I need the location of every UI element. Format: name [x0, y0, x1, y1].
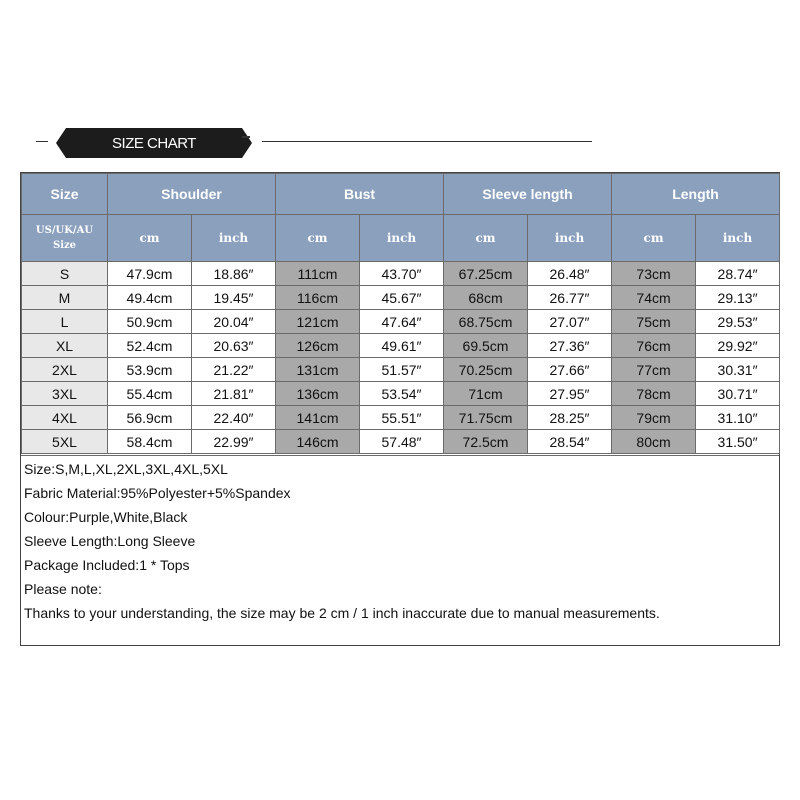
unit-inch: inch	[360, 215, 444, 262]
cell-length-in: 29.13″	[696, 286, 780, 310]
cell-shoulder-in: 19.45″	[192, 286, 276, 310]
cell-bust-in: 45.67″	[360, 286, 444, 310]
unit-cm: cm	[108, 215, 192, 262]
table-row	[22, 358, 780, 382]
region-size-label	[22, 215, 108, 262]
table-row	[22, 286, 780, 310]
cell-sleeve-in: 27.36″	[528, 334, 612, 358]
size-chart-title: SIZE CHART	[66, 128, 242, 158]
cell-bust-in: 55.51″	[360, 406, 444, 430]
cell-sleeve-in: 28.25″	[528, 406, 612, 430]
cell-bust-in: 57.48″	[360, 430, 444, 454]
unit-inch: inch	[696, 215, 780, 262]
cell-sleeve-in: 27.07″	[528, 310, 612, 334]
cell-shoulder-cm: 49.4cm	[108, 286, 192, 310]
cell-bust-cm: 146cm	[276, 430, 360, 454]
size-chart-frame	[20, 172, 780, 646]
title-underline	[262, 141, 592, 142]
cell-length-cm: 79cm	[612, 406, 696, 430]
region-label-line1: US/UK/AU	[35, 225, 94, 236]
cell-sleeve-in: 26.77″	[528, 286, 612, 310]
cell-length-cm: 73cm	[612, 262, 696, 286]
cell-sleeve-cm: 68.75cm	[444, 310, 528, 334]
table-row	[22, 406, 780, 430]
title-small-dash	[242, 136, 250, 138]
table-row	[22, 382, 780, 406]
title-left-dash	[36, 141, 48, 142]
cell-shoulder-in: 22.99″	[192, 430, 276, 454]
table-row	[22, 262, 780, 286]
cell-length-in: 29.53″	[696, 310, 780, 334]
cell-bust-in: 47.64″	[360, 310, 444, 334]
notes-separator	[21, 455, 779, 456]
unit-inch: inch	[528, 215, 612, 262]
cell-size: M	[22, 286, 108, 310]
cell-size: 5XL	[22, 430, 108, 454]
cell-length-cm: 78cm	[612, 382, 696, 406]
cell-sleeve-cm: 71.75cm	[444, 406, 528, 430]
unit-cm: cm	[612, 215, 696, 262]
cell-size: L	[22, 310, 108, 334]
note-line: Sleeve Length:Long Sleeve	[24, 533, 196, 549]
note-line: Please note:	[24, 581, 102, 597]
cell-sleeve-cm: 71cm	[444, 382, 528, 406]
table-row	[22, 334, 780, 358]
cell-sleeve-in: 26.48″	[528, 262, 612, 286]
cell-size: 4XL	[22, 406, 108, 430]
cell-shoulder-cm: 53.9cm	[108, 358, 192, 382]
cell-bust-in: 49.61″	[360, 334, 444, 358]
cell-length-cm: 77cm	[612, 358, 696, 382]
unit-cm: cm	[276, 215, 360, 262]
cell-shoulder-cm: 47.9cm	[108, 262, 192, 286]
size-chart-title-banner	[36, 124, 596, 160]
cell-length-in: 29.92″	[696, 334, 780, 358]
cell-sleeve-cm: 72.5cm	[444, 430, 528, 454]
note-line: Package Included:1 * Tops	[24, 557, 190, 573]
cell-bust-cm: 121cm	[276, 310, 360, 334]
note-line: Fabric Material:95%Polyester+5%Spandex	[24, 485, 291, 501]
header-sleeve-length: Sleeve length	[444, 174, 612, 215]
cell-length-cm: 74cm	[612, 286, 696, 310]
cell-bust-cm: 111cm	[276, 262, 360, 286]
header-bust: Bust	[276, 174, 444, 215]
cell-length-in: 28.74″	[696, 262, 780, 286]
size-table-body	[22, 262, 780, 454]
table-row	[22, 310, 780, 334]
cell-shoulder-in: 22.40″	[192, 406, 276, 430]
cell-sleeve-cm: 67.25cm	[444, 262, 528, 286]
cell-bust-in: 53.54″	[360, 382, 444, 406]
note-line: Size:S,M,L,XL,2XL,3XL,4XL,5XL	[24, 461, 228, 477]
size-table	[21, 173, 780, 454]
cell-shoulder-cm: 56.9cm	[108, 406, 192, 430]
header-length: Length	[612, 174, 780, 215]
cell-size: 2XL	[22, 358, 108, 382]
cell-length-in: 30.71″	[696, 382, 780, 406]
cell-sleeve-in: 28.54″	[528, 430, 612, 454]
cell-sleeve-cm: 68cm	[444, 286, 528, 310]
unit-cm: cm	[444, 215, 528, 262]
note-line: Colour:Purple,White,Black	[24, 509, 188, 525]
header-size: Size	[22, 174, 108, 215]
cell-shoulder-cm: 50.9cm	[108, 310, 192, 334]
cell-shoulder-in: 21.22″	[192, 358, 276, 382]
cell-shoulder-in: 20.63″	[192, 334, 276, 358]
cell-sleeve-in: 27.95″	[528, 382, 612, 406]
cell-length-cm: 76cm	[612, 334, 696, 358]
region-label-line2: Size	[52, 240, 77, 251]
cell-length-in: 30.31″	[696, 358, 780, 382]
cell-size: XL	[22, 334, 108, 358]
cell-sleeve-cm: 70.25cm	[444, 358, 528, 382]
cell-size: S	[22, 262, 108, 286]
table-row	[22, 430, 780, 454]
unit-inch: inch	[192, 215, 276, 262]
cell-bust-cm: 126cm	[276, 334, 360, 358]
unit-row	[22, 215, 780, 262]
product-notes	[24, 457, 774, 625]
header-shoulder: Shoulder	[108, 174, 276, 215]
cell-sleeve-cm: 69.5cm	[444, 334, 528, 358]
cell-size: 3XL	[22, 382, 108, 406]
cell-bust-cm: 116cm	[276, 286, 360, 310]
cell-bust-cm: 141cm	[276, 406, 360, 430]
cell-bust-cm: 131cm	[276, 358, 360, 382]
note-line: Thanks to your understanding, the size may be 2 cm / 1 inch inaccurate due to manual measurements.	[24, 605, 660, 621]
cell-bust-in: 51.57″	[360, 358, 444, 382]
cell-sleeve-in: 27.66″	[528, 358, 612, 382]
cell-shoulder-in: 18.86″	[192, 262, 276, 286]
cell-shoulder-in: 20.04″	[192, 310, 276, 334]
cell-shoulder-cm: 58.4cm	[108, 430, 192, 454]
cell-bust-cm: 136cm	[276, 382, 360, 406]
cell-shoulder-cm: 52.4cm	[108, 334, 192, 358]
cell-shoulder-in: 21.81″	[192, 382, 276, 406]
cell-shoulder-cm: 55.4cm	[108, 382, 192, 406]
cell-bust-in: 43.70″	[360, 262, 444, 286]
cell-length-in: 31.10″	[696, 406, 780, 430]
cell-length-cm: 80cm	[612, 430, 696, 454]
cell-length-cm: 75cm	[612, 310, 696, 334]
header-row	[22, 174, 780, 215]
cell-length-in: 31.50″	[696, 430, 780, 454]
